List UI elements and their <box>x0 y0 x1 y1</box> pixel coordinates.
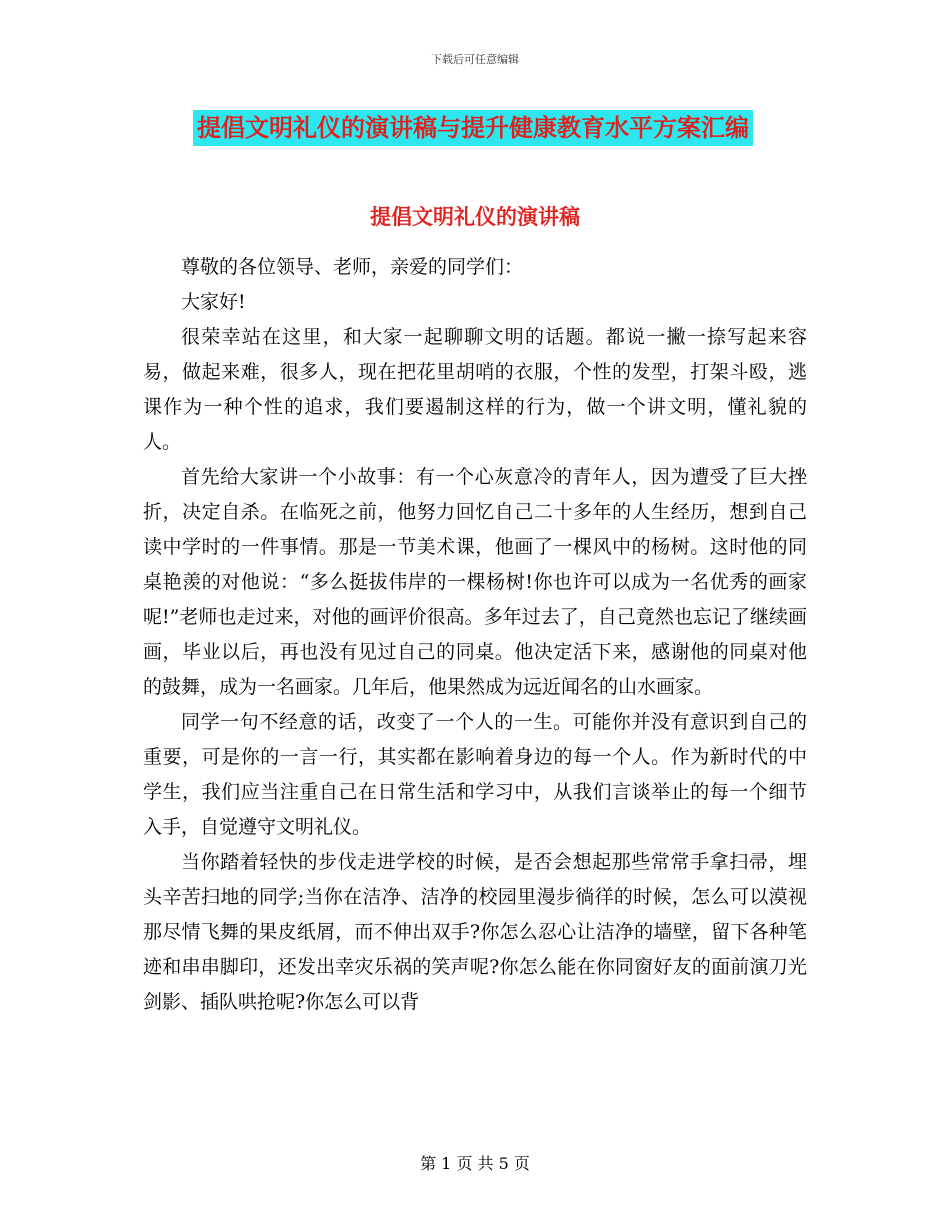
paragraph: 首先给大家讲一个小故事：有一个心灰意冷的青年人，因为遭受了巨大挫折，决定自杀。在临死之前，他努力回忆自己二十多年的人生经历，想到自己读中学时的一件事情。那是一节美术课，他画了一棵风中的杨树。这时他的同桌艳羡的对他说：“多么挺拔伟岸的一棵杨树!你也许可以成为一名优秀的画家呢!”老师也走过来，对他的画评价很高。多年过去了，自己竟然也忘记了继续画画，毕业以后，再也没有见过自己的同桌。他决定活下来，感谢他的同桌对他的鼓舞，成为一名画家。几年后，他果然成为远近闻名的山水画家。 <box>143 466 807 698</box>
document-title: 提倡文明礼仪的演讲稿与提升健康教育水平方案汇编 <box>193 110 753 146</box>
page-header-note: 下载后可任意编辑 <box>431 53 519 66</box>
paragraph-greeting: 大家好! <box>181 291 246 313</box>
page-number: 第 1 页 共 5 页 <box>420 1154 530 1173</box>
paragraph: 同学一句不经意的话，改变了一个人的一生。可能你并没有意识到自己的重要，可是你的一言一行，其实都在影响着身边的每一个人。作为新时代的中学生，我们应当注重自己在日常生活和学习中，从我们言谈举止的每一个细节入手，自觉遵守文明礼仪。 <box>143 711 807 838</box>
document-body <box>143 250 807 1020</box>
paragraph-salutation: 尊敬的各位领导、老师，亲爱的同学们： <box>181 256 524 278</box>
section-title: 提倡文明礼仪的演讲稿 <box>370 205 580 229</box>
paragraph: 当你踏着轻快的步伐走进学校的时候，是否会想起那些常常手拿扫帚，埋头辛苦扫地的同学;当你在洁净、洁净的校园里漫步徜徉的时候，怎么可以漠视那尽情飞舞的果皮纸屑，而不伸出双手?你怎么忍心让洁净的墙壁，留下各种笔迹和串串脚印，还发出幸灾乐祸的笑声呢?你怎么能在你同窗好友的面前演刀光剑影、插队哄抢呢?你怎么可以背 <box>143 851 807 1013</box>
paragraph: 很荣幸站在这里，和大家一起聊聊文明的话题。都说一撇一捺写起来容易，做起来难，很多人，现在把花里胡哨的衣服，个性的发型，打架斗殴，逃课作为一种个性的追求，我们要遏制这样的行为，做一个讲文明，懂礼貌的人。 <box>143 326 807 453</box>
